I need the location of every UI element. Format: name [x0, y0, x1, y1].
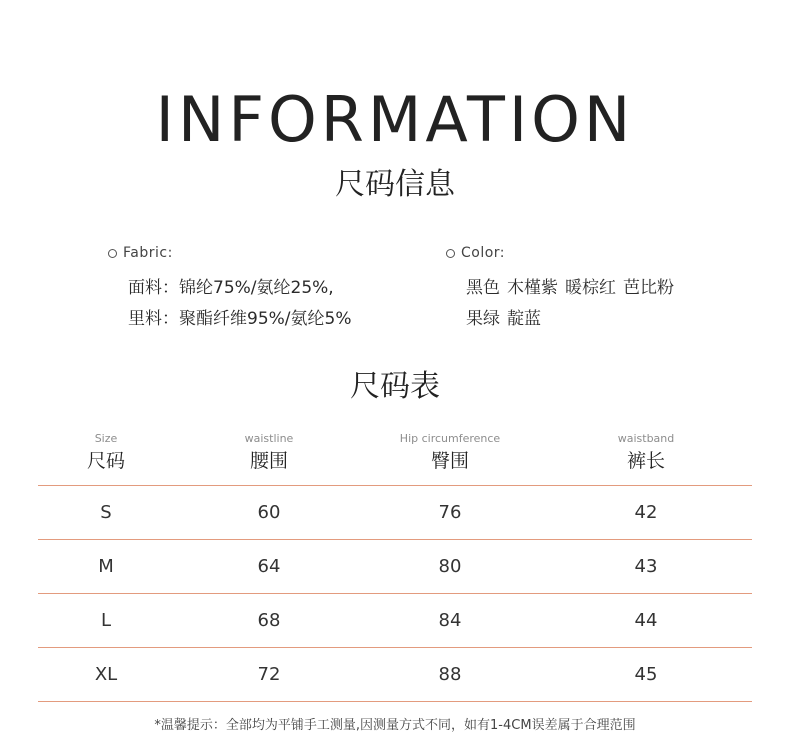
cell-length: 43: [634, 556, 658, 577]
cell-waist: 60: [257, 502, 281, 523]
cell-length: 45: [634, 664, 658, 685]
color-line-1: [466, 273, 681, 304]
fabric-lines: [128, 273, 351, 335]
cell-size: XL: [94, 664, 118, 685]
page-subtitle: 尺码信息: [335, 167, 455, 202]
color-section: [446, 243, 681, 335]
table-row: [38, 594, 752, 648]
cell-size: M: [98, 556, 114, 577]
fabric-section: [108, 243, 351, 335]
circle-bullet-icon: [446, 249, 455, 258]
header-size-zh: 尺码: [86, 450, 125, 472]
fabric-line-lining: 里料：聚酯纤维95%/氨纶5%: [128, 309, 352, 329]
color-option: 暖棕红: [565, 278, 616, 298]
cell-size: L: [100, 610, 112, 631]
color-heading: [446, 243, 681, 263]
header-length-en: waistband: [617, 432, 675, 445]
cell-length: 44: [634, 610, 658, 631]
cell-hip: 80: [438, 556, 462, 577]
color-option: 果绿: [466, 309, 500, 329]
color-lines: [466, 273, 681, 335]
header-length-zh: 裤长: [626, 450, 665, 472]
table-row: [38, 648, 752, 702]
cell-waist: 64: [257, 556, 281, 577]
cell-waist: 68: [257, 610, 281, 631]
color-option: 芭比粉: [623, 278, 674, 298]
fabric-label: Fabric:: [123, 245, 173, 261]
page-title: INFORMATION: [155, 83, 635, 156]
cell-hip: 76: [438, 502, 462, 523]
color-label: Color:: [461, 245, 506, 261]
fabric-line-outer: 面料：锦纶75%/氨纶25%,: [128, 278, 334, 298]
cell-hip: 84: [438, 610, 462, 631]
fabric-heading: [108, 243, 351, 263]
table-header: [38, 428, 752, 486]
header-waist: [189, 428, 349, 472]
color-option: 靛蓝: [507, 309, 541, 329]
size-table-title: 尺码表: [350, 369, 440, 404]
size-table: [38, 428, 752, 702]
header-size-en: Size: [94, 432, 118, 445]
header-hip-zh: 臀围: [430, 450, 469, 472]
color-line-2: [466, 304, 681, 335]
table-row: [38, 486, 752, 540]
cell-hip: 88: [438, 664, 462, 685]
circle-bullet-icon: [108, 249, 117, 258]
cell-waist: 72: [257, 664, 281, 685]
color-option: 黑色: [466, 278, 500, 298]
header-size: [26, 428, 186, 472]
cell-length: 42: [634, 502, 658, 523]
header-hip: [370, 428, 530, 472]
table-row: [38, 540, 752, 594]
header-waist-en: waistline: [244, 432, 294, 445]
measurement-note: *温馨提示：全部均为平铺手工测量,因测量方式不同，如有1-4CM误差属于合理范围: [154, 718, 636, 733]
header-hip-en: Hip circumference: [399, 432, 501, 445]
cell-size: S: [100, 502, 112, 523]
color-option: 木槿紫: [507, 278, 558, 298]
header-length: [566, 428, 726, 472]
header-waist-zh: 腰围: [249, 450, 288, 472]
